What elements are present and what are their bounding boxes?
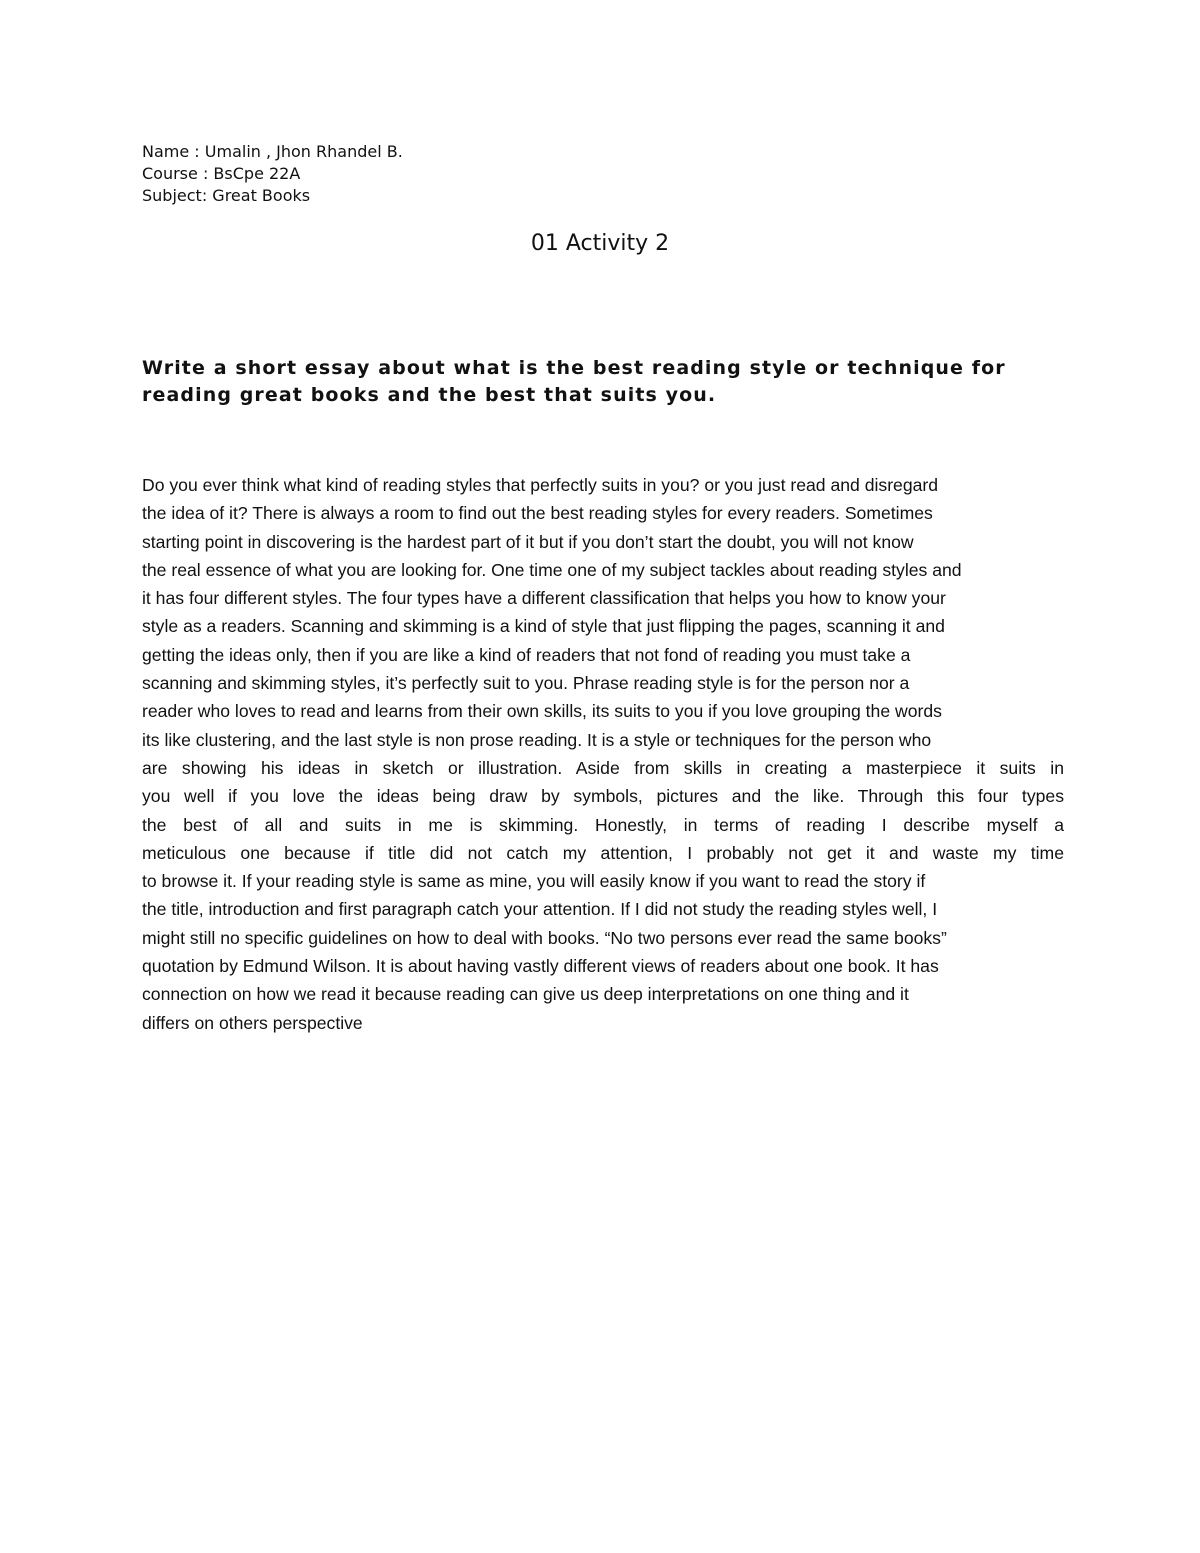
essay-line: to browse it. If your reading style is same as mine, you will easily know if you want to read the story if: [142, 871, 926, 892]
essay-line: scanning and skimming styles, it’s perfectly suit to you. Phrase reading style is for the person nor a: [142, 673, 910, 694]
essay-line: you well if you love the ideas being draw by symbols, pictures and the like. Through this four types: [142, 786, 1064, 807]
essay-line: Do you ever think what kind of reading styles that perfectly suits in you? or you just read and disregard: [142, 475, 939, 495]
essay-line: connection on how we read it because reading can give us deep interpretations on one thing and it: [142, 984, 909, 1005]
essay-line: are showing his ideas in sketch or illustration. Aside from skills in creating a masterpiece it suits in: [142, 757, 1064, 778]
essay-line: might still no specific guidelines on how to deal with books. “No two persons ever read the same books”: [142, 927, 947, 948]
essay-line: style as a readers. Scanning and skimming is a kind of style that just flipping the pages, scanning it and: [142, 616, 945, 637]
essay-line: meticulous one because if title did not catch my attention, I probably not get it and waste my time: [142, 842, 1064, 863]
essay-line: it has four different styles. The four types have a different classification that helps you how to know your: [142, 588, 946, 609]
course-line: Course : BsCpe 22A: [142, 164, 301, 183]
essay-prompt: [142, 355, 1062, 409]
essay-line: differs on others perspective: [142, 1012, 363, 1033]
essay-line: quotation by Edmund Wilson. It is about having vastly different views of readers about one book. It has: [142, 956, 939, 977]
essay-line: reader who loves to read and learns from their own skills, its suits to you if you love grouping the words: [142, 701, 942, 722]
essay-line: the real essence of what you are looking for. One time one of my subject tackles about reading styles and: [142, 559, 962, 580]
essay-line: the best of all and suits in me is skimming. Honestly, in terms of reading I describe myself a: [142, 814, 1064, 835]
essay-prompt-line-2: reading great books and the best that suits you.: [142, 384, 717, 406]
student-name-line: Name : Umalin , Jhon Rhandel B.: [142, 142, 403, 161]
essay-line: the title, introduction and first paragraph catch your attention. If I did not study the reading styles well, I: [142, 899, 938, 920]
essay-body: [142, 471, 1064, 1037]
essay-prompt-line-1: Write a short essay about what is the best reading style or technique for: [142, 357, 1006, 379]
essay-line: starting point in discovering is the hardest part of it but if you don’t start the doubt, you will not know: [142, 531, 914, 552]
essay-line: getting the ideas only, then if you are like a kind of readers that not fond of reading you must take a: [142, 644, 911, 665]
subject-line: Subject: Great Books: [142, 186, 311, 205]
essay-line: the idea of it? There is always a room to find out the best reading styles for every readers. Sometimes: [142, 503, 933, 524]
student-info-block: [142, 141, 403, 207]
document-title: 01 Activity 2: [530, 231, 670, 256]
essay-line: its like clustering, and the last style is non prose reading. It is a style or techniques for the person who: [142, 729, 932, 750]
